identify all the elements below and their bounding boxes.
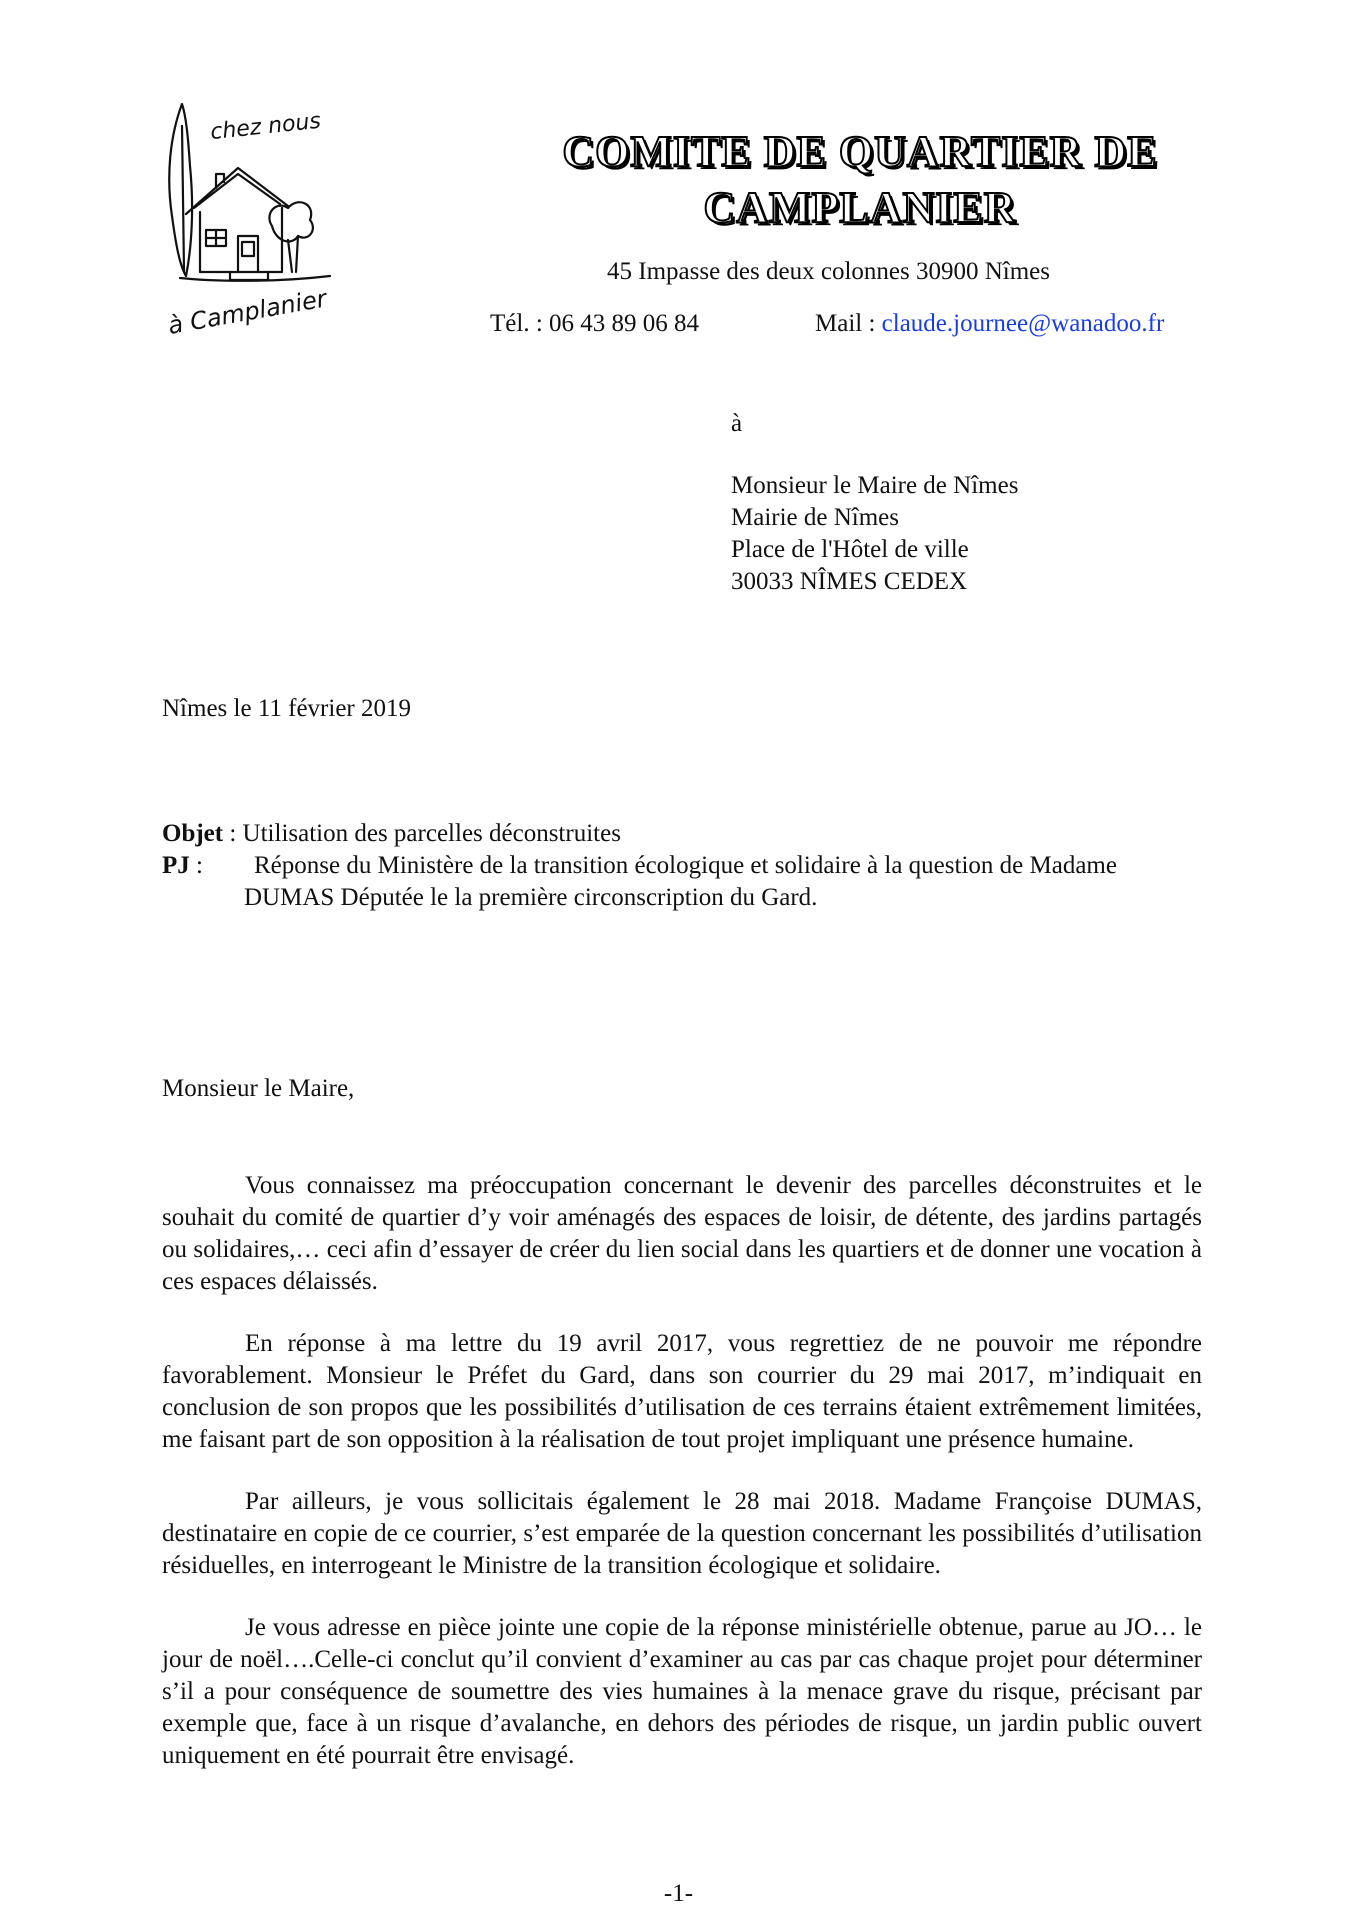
logo-text-top: chez nous	[209, 108, 323, 146]
subject-text: : Utilisation des parcelles déconstruites	[223, 820, 621, 847]
sender-phone: Tél. : 06 43 89 06 84	[490, 310, 700, 337]
subject-line	[162, 818, 621, 850]
page-number: -1-	[663, 1880, 694, 1907]
letter-body	[162, 1170, 1202, 1802]
recipient-prefix: à	[731, 410, 743, 437]
committee-title	[420, 124, 1300, 236]
email-link[interactable]: claude.journee@wanadoo.fr	[881, 310, 1165, 337]
committee-title-line1: COMITE DE QUARTIER DE	[562, 127, 1158, 176]
attachment-sep: :	[189, 852, 203, 879]
body-paragraph: Vous connaissez ma préoccupation concernant le devenir des parcelles déconstruites et le souhait du comité de quartier d’y voir aménagés des espaces de loisir, de détente, des jardins partagés ou solidaires,… ceci afin d’essayer de créer du lien social dans les quartiers et de donner une vocation à ces espaces délaissés.	[162, 1172, 1202, 1295]
letter-date: Nîmes le 11 février 2019	[162, 695, 411, 722]
recipient-line: Monsieur le Maire de Nîmes	[731, 472, 1019, 499]
attachment-label: PJ	[162, 852, 190, 879]
recipient-address	[731, 470, 1018, 598]
body-paragraph: Par ailleurs, je vous sollicitais également le 28 mai 2018. Madame Françoise DUMAS, destinataire en copie de ce courrier, s’est emparée de la question concernant les possibilités d’utilisation résiduelles, en interrogeant le Ministre de la transition écologique et solidaire.	[162, 1488, 1202, 1579]
recipient-line: 30033 NÎMES CEDEX	[731, 568, 968, 595]
body-paragraph: Je vous adresse en pièce jointe une copie de la réponse ministérielle obtenue, parue au JO… le jour de noël….Celle-ci conclut qu’il convient d’examiner au cas par cas chaque projet pour déterminer s’il a pour conséquence de soumettre des vies humaines à la menace grave du risque, précisant par exemple que, face à un risque d’avalanche, en dehors des périodes de risque, un jardin public ouvert uniquement en été pourrait être envisagé.	[162, 1614, 1202, 1769]
attachment-text-line2: DUMAS Députée le la première circonscription du Gard.	[244, 884, 818, 911]
sender-mail	[815, 308, 1164, 340]
recipient-line: Mairie de Nîmes	[731, 504, 900, 531]
subject-label: Objet	[162, 820, 224, 847]
mail-label: Mail :	[815, 310, 882, 337]
committee-logo	[160, 96, 360, 346]
committee-title-line2: CAMPLANIER	[703, 183, 1017, 232]
sender-address: 45 Impasse des deux colonnes 30900 Nîmes	[607, 258, 1050, 285]
recipient-line: Place de l'Hôtel de ville	[731, 536, 969, 563]
attachment-text-line1: Réponse du Ministère de la transition écologique et solidaire à la question de Madame	[254, 852, 1117, 879]
logo-text-bottom: à Camplanier	[165, 284, 329, 340]
salutation: Monsieur le Maire,	[162, 1075, 355, 1102]
body-paragraph: En réponse à ma lettre du 19 avril 2017, vous regrettiez de ne pouvoir me répondre favorablement. Monsieur le Préfet du Gard, dans son courrier du 29 mai 2017, m’indiquait en conclusion de son propos que les possibilités d’utilisation de ces terrains étaient extrêmement limitées, me faisant part de son opposition à la réalisation de tout projet impliquant une présence humaine.	[162, 1330, 1202, 1453]
